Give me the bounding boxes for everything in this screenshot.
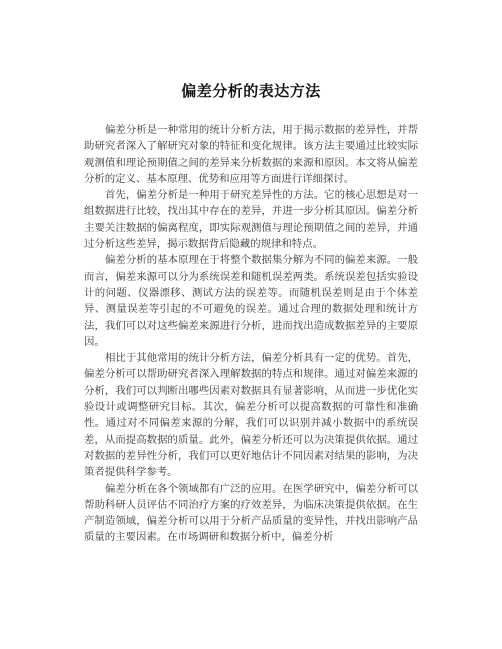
document-title: 偏差分析的表达方法 bbox=[181, 82, 321, 100]
paragraph-advantages: 相比于其他常用的统计分析方法，偏差分析具有一定的优势。首先，偏差分析可以帮助研究者深入理解数据的特点和规律。通过对偏差来源的分析，我们可以判断出哪些因素对数据具有显著影响，从而进一步优化实验设计或调整研究目标。其次，偏差分析可以提高数据的可靠性和准确性。通过对不同偏差来源的分解，我们可以识别并减小数据中的系统误差，从而提高数据的质量。此外，偏差分析还可以为决策提供依据。通过对数据的差异性分析，我们可以更好地估计不同因素对结果的影响，为决策者提供科学参考。 bbox=[84, 352, 418, 479]
paragraph-applications: 偏差分析在各个领域都有广泛的应用。在医学研究中，偏差分析可以帮助科研人员评估不同治疗方案的疗效差异，为临床决策提供依据。在生产制造领域，偏差分析可以用于分析产品质量的变异性，并找出影响产品质量的主要因素。在市场调研和数据分析中，偏差分析 bbox=[84, 482, 418, 544]
paragraph-principle: 偏差分析的基本原理在于将整个数据集分解为不同的偏差来源。一般而言，偏差来源可以分为系统误差和随机误差两类。系统误差包括实验设计的问题、仪器漂移、测试方法的误差等。而随机误差则是由于个体差异、测量误差等引起的不可避免的误差。通过合理的数据处理和统计方法，我们可以对这些偏差来源进行分析，进而找出造成数据差异的主要原因。 bbox=[84, 254, 418, 348]
paragraph-intro: 偏差分析是一种常用的统计分析方法，用于揭示数据的差异性，并帮助研究者深入了解研究对象的特征和变化规律。该方法主要通过比较实际观测值和理论预期值之间的差异来分析数据的来源和原因。本文将从偏差分析的定义、基本原理、优势和应用等方面进行详细探讨。 bbox=[84, 124, 418, 185]
paragraph-definition: 首先，偏差分析是一种用于研究差异性的方法。它的核心思想是对一组数据进行比较，找出其中存在的差异，并进一步分析其原因。偏差分析主要关注数据的偏离程度，即实际观测值与理论预期值之间的差异，并通过分析这些差异，揭示数据背后隐藏的规律和特点。 bbox=[84, 189, 418, 251]
document-body bbox=[84, 122, 418, 546]
